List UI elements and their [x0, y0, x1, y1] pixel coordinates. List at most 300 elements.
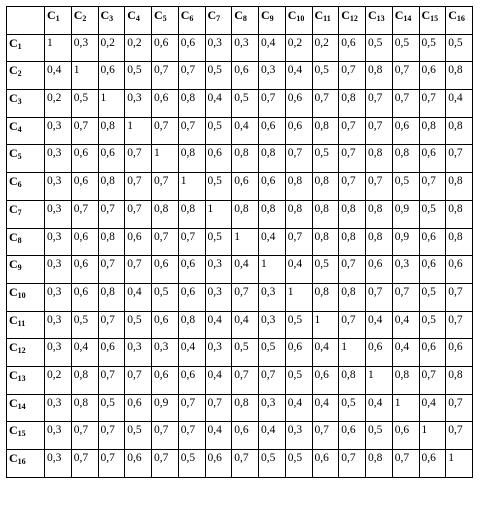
matrix-cell: 0,8: [178, 311, 205, 339]
table-row: [7, 117, 473, 145]
matrix-cell: 0,5: [366, 422, 393, 450]
matrix-cell: 0,7: [71, 117, 98, 145]
row-header: [7, 145, 45, 173]
matrix-cell: 0,4: [312, 339, 339, 367]
matrix-cell: 0,3: [205, 256, 232, 284]
column-header-subscript: 2: [82, 14, 87, 23]
matrix-cell: 0,3: [205, 283, 232, 311]
matrix-cell: 0,5: [205, 173, 232, 201]
matrix-cell: 0,4: [259, 422, 286, 450]
matrix-cell: 1: [392, 394, 419, 422]
matrix-cell: 0,8: [98, 283, 125, 311]
matrix-cell: 0,4: [125, 283, 152, 311]
matrix-cell: 0,8: [285, 173, 312, 201]
matrix-cell: 0,4: [392, 311, 419, 339]
matrix-cell: 0,7: [392, 90, 419, 118]
matrix-cell: 0,5: [125, 62, 152, 90]
row-header-subscript: 16: [17, 457, 26, 466]
matrix-cell: 0,6: [419, 450, 446, 478]
matrix-cell: 0,6: [71, 228, 98, 256]
matrix-cell: 0,6: [71, 283, 98, 311]
row-header-base: C: [9, 451, 18, 465]
matrix-cell: 0,6: [366, 256, 393, 284]
matrix-cell: 0,4: [312, 394, 339, 422]
matrix-cell: 1: [178, 173, 205, 201]
matrix-cell: 0,5: [285, 450, 312, 478]
matrix-cell: 0,4: [285, 62, 312, 90]
corner-cell: [7, 7, 45, 35]
column-header-subscript: 11: [323, 14, 331, 23]
matrix-cell: 0,6: [178, 34, 205, 62]
matrix-cell: 0,5: [285, 311, 312, 339]
matrix-cell: 0,4: [205, 311, 232, 339]
matrix-cell: 0,4: [285, 394, 312, 422]
matrix-cell: 0,2: [45, 366, 72, 394]
matrix-cell: 0,8: [366, 450, 393, 478]
matrix-cell: 0,6: [259, 117, 286, 145]
matrix-cell: 0,3: [205, 339, 232, 367]
column-header: [259, 7, 286, 35]
matrix-cell: 0,7: [339, 117, 366, 145]
matrix-cell: 0,5: [205, 117, 232, 145]
row-header-base: C: [9, 340, 18, 355]
matrix-cell: 0,3: [45, 200, 72, 228]
matrix-cell: 0,8: [152, 200, 179, 228]
matrix-cell: 0,7: [339, 450, 366, 478]
row-header-subscript: 11: [17, 318, 26, 328]
matrix-cell: 0,5: [392, 34, 419, 62]
table-row: [7, 366, 473, 394]
table-row: [7, 145, 473, 173]
row-header-subscript: 10: [17, 290, 26, 300]
matrix-cell: 0,8: [339, 283, 366, 311]
matrix-cell: 0,6: [98, 145, 125, 173]
matrix-cell: 0,7: [125, 200, 152, 228]
matrix-cell: 0,8: [312, 173, 339, 201]
matrix-body: [7, 34, 473, 477]
matrix-cell: 0,7: [98, 256, 125, 284]
matrix-cell: 0,3: [259, 62, 286, 90]
matrix-cell: 0,7: [339, 145, 366, 173]
matrix-cell: 0,3: [45, 173, 72, 201]
matrix-cell: 0,5: [419, 200, 446, 228]
matrix-cell: 0,7: [152, 450, 179, 478]
matrix-cell: 0,6: [312, 450, 339, 478]
row-header-subscript: 8: [17, 235, 22, 245]
matrix-cell: 0,6: [98, 339, 125, 367]
matrix-cell: 0,5: [71, 90, 98, 118]
row-header: [7, 311, 45, 339]
matrix-cell: 0,7: [366, 117, 393, 145]
matrix-cell: 0,7: [446, 283, 473, 311]
matrix-cell: 0,8: [446, 228, 473, 256]
row-header: [7, 200, 45, 228]
matrix-cell: 0,3: [45, 283, 72, 311]
matrix-cell: 0,8: [312, 283, 339, 311]
row-header-subscript: 7: [17, 207, 22, 217]
matrix-cell: 0,6: [152, 311, 179, 339]
matrix-cell: 0,6: [125, 394, 152, 422]
matrix-cell: 0,7: [419, 173, 446, 201]
matrix-cell: 1: [446, 450, 473, 478]
matrix-cell: 0,5: [125, 422, 152, 450]
matrix-cell: 0,8: [98, 228, 125, 256]
row-header: [7, 339, 45, 367]
matrix-cell: 0,8: [339, 366, 366, 394]
row-header: [7, 422, 45, 450]
matrix-cell: 0,3: [125, 339, 152, 367]
row-header: [7, 394, 45, 422]
matrix-cell: 0,6: [152, 90, 179, 118]
matrix-cell: 1: [419, 422, 446, 450]
row-header-subscript: 4: [17, 124, 22, 134]
matrix-cell: 1: [366, 366, 393, 394]
matrix-cell: 0,6: [259, 173, 286, 201]
table-row: [7, 34, 473, 62]
matrix-cell: 0,8: [71, 366, 98, 394]
matrix-cell: 0,6: [152, 366, 179, 394]
matrix-cell: 0,3: [45, 311, 72, 339]
matrix-cell: 0,7: [446, 422, 473, 450]
matrix-cell: 0,7: [232, 366, 259, 394]
matrix-cell: 0,5: [125, 311, 152, 339]
matrix-cell: 0,2: [125, 34, 152, 62]
matrix-cell: 0,7: [446, 311, 473, 339]
matrix-cell: 0,7: [339, 311, 366, 339]
matrix-cell: 0,7: [259, 90, 286, 118]
row-header-base: C: [9, 35, 18, 50]
matrix-cell: 0,8: [312, 228, 339, 256]
column-header-subscript: 15: [430, 14, 439, 23]
column-header-base: C: [421, 8, 431, 22]
matrix-cell: 0,3: [45, 228, 72, 256]
matrix-cell: 0,6: [419, 145, 446, 173]
matrix-cell: 0,8: [71, 394, 98, 422]
matrix-cell: 0,8: [259, 145, 286, 173]
matrix-cell: 0,6: [232, 173, 259, 201]
matrix-cell: 0,7: [98, 200, 125, 228]
matrix-cell: 0,6: [178, 283, 205, 311]
matrix-cell: 0,6: [366, 339, 393, 367]
column-header: [45, 7, 72, 35]
table-row: [7, 62, 473, 90]
row-header-subscript: 5: [17, 152, 22, 162]
column-header-base: C: [394, 8, 404, 22]
matrix-cell: 0,7: [152, 62, 179, 90]
matrix-cell: 0,8: [392, 145, 419, 173]
column-header-subscript: 16: [456, 14, 465, 23]
table-row: [7, 200, 473, 228]
matrix-cell: 0,8: [366, 145, 393, 173]
matrix-cell: 0,8: [446, 62, 473, 90]
row-header-subscript: 1: [17, 41, 22, 51]
matrix-cell: 0,8: [178, 145, 205, 173]
matrix-cell: 0,4: [205, 422, 232, 450]
column-header-base: C: [207, 8, 217, 22]
matrix-cell: 0,5: [232, 90, 259, 118]
matrix-cell: 0,4: [419, 394, 446, 422]
column-header: [419, 7, 446, 35]
matrix-cell: 1: [71, 62, 98, 90]
matrix-cell: 0,6: [71, 256, 98, 284]
matrix-cell: 0,6: [339, 422, 366, 450]
column-header-base: C: [73, 8, 83, 22]
matrix-cell: 0,7: [285, 145, 312, 173]
matrix-cell: 1: [232, 228, 259, 256]
matrix-cell: 0,7: [98, 422, 125, 450]
column-header-subscript: 12: [349, 14, 358, 23]
row-header-subscript: 9: [17, 263, 22, 273]
matrix-cell: 0,6: [205, 450, 232, 478]
row-header: [7, 283, 45, 311]
matrix-cell: 0,7: [366, 90, 393, 118]
matrix-cell: 1: [339, 339, 366, 367]
column-header-base: C: [448, 8, 457, 22]
matrix-cell: 0,7: [339, 62, 366, 90]
matrix-cell: 0,4: [45, 62, 72, 90]
matrix-cell: 0,7: [178, 117, 205, 145]
matrix-cell: 0,6: [125, 228, 152, 256]
row-header-base: C: [9, 423, 18, 438]
matrix-cell: 0,5: [392, 173, 419, 201]
column-header-subscript: 10: [296, 14, 305, 23]
column-header-subscript: 7: [216, 14, 221, 23]
matrix-cell: 1: [125, 117, 152, 145]
matrix-cell: 0,7: [98, 311, 125, 339]
matrix-cell: 0,3: [232, 34, 259, 62]
table-row: [7, 228, 473, 256]
matrix-cell: 0,3: [45, 422, 72, 450]
matrix-cell: 0,7: [152, 173, 179, 201]
matrix-cell: 0,7: [312, 90, 339, 118]
matrix-cell: 0,8: [419, 117, 446, 145]
matrix-cell: 0,7: [152, 228, 179, 256]
matrix-cell: 0,6: [71, 145, 98, 173]
matrix-cell: 0,8: [232, 145, 259, 173]
row-header: [7, 228, 45, 256]
row-header: [7, 62, 45, 90]
matrix-cell: 0,6: [285, 90, 312, 118]
matrix-cell: 0,7: [98, 366, 125, 394]
row-header-base: C: [9, 284, 18, 299]
matrix-cell: 0,9: [392, 228, 419, 256]
column-header-subscript: 13: [376, 14, 385, 23]
matrix-cell: 0,5: [259, 450, 286, 478]
matrix-cell: 0,7: [178, 394, 205, 422]
matrix-cell: 0,5: [285, 366, 312, 394]
matrix-cell: 0,4: [232, 117, 259, 145]
matrix-cell: 0,7: [71, 450, 98, 478]
table-row: [7, 422, 473, 450]
matrix-cell: 0,6: [71, 173, 98, 201]
matrix-cell: 0,6: [312, 366, 339, 394]
column-header-base: C: [154, 8, 163, 22]
matrix-cell: 0,7: [392, 450, 419, 478]
matrix-cell: 0,7: [232, 283, 259, 311]
row-header-base: C: [9, 174, 18, 189]
matrix-cell: 0,8: [285, 200, 312, 228]
row-header: [7, 173, 45, 201]
matrix-cell: 0,7: [125, 256, 152, 284]
matrix-cell: 0,5: [98, 394, 125, 422]
matrix-cell: 0,8: [446, 200, 473, 228]
matrix-cell: 0,5: [312, 256, 339, 284]
matrix-cell: 0,3: [259, 283, 286, 311]
row-header-base: C: [9, 201, 18, 216]
matrix-cell: 0,6: [152, 34, 179, 62]
matrix-cell: 0,7: [178, 422, 205, 450]
matrix-cell: 0,7: [419, 366, 446, 394]
row-header-base: C: [9, 312, 18, 327]
column-header-base: C: [314, 8, 324, 22]
matrix-cell: 0,3: [45, 117, 72, 145]
matrix-cell: 0,8: [339, 90, 366, 118]
matrix-cell: 0,5: [205, 62, 232, 90]
matrix-cell: 0,3: [259, 394, 286, 422]
matrix-cell: 0,8: [392, 366, 419, 394]
column-header: [178, 7, 205, 35]
row-header-subscript: 15: [17, 429, 26, 439]
matrix-cell: 0,7: [392, 283, 419, 311]
matrix-cell: 0,7: [366, 283, 393, 311]
matrix-cell: 0,8: [178, 90, 205, 118]
matrix-cell: 0,4: [71, 339, 98, 367]
matrix-cell: 0,4: [259, 228, 286, 256]
matrix-cell: 0,4: [285, 256, 312, 284]
row-header: [7, 117, 45, 145]
matrix-cell: 0,3: [125, 90, 152, 118]
matrix-cell: 1: [152, 145, 179, 173]
matrix-cell: 0,6: [285, 339, 312, 367]
matrix-cell: 0,8: [339, 200, 366, 228]
matrix-cell: 0,4: [366, 311, 393, 339]
matrix-cell: 0,5: [259, 339, 286, 367]
column-header: [285, 7, 312, 35]
matrix-cell: 0,3: [45, 394, 72, 422]
row-header-base: C: [9, 367, 18, 382]
matrix-cell: 0,5: [232, 339, 259, 367]
matrix-cell: 0,7: [339, 173, 366, 201]
matrix-cell: 0,5: [419, 34, 446, 62]
matrix-cell: 0,5: [178, 450, 205, 478]
column-header-base: C: [261, 8, 270, 22]
matrix-cell: 0,3: [152, 339, 179, 367]
table-row: [7, 311, 473, 339]
matrix-cell: 0,4: [232, 256, 259, 284]
matrix-cell: 0,7: [71, 422, 98, 450]
column-header: [152, 7, 179, 35]
matrix-cell: 0,3: [45, 145, 72, 173]
matrix-cell: 0,3: [45, 450, 72, 478]
table-row: [7, 283, 473, 311]
matrix-cell: 0,8: [232, 200, 259, 228]
table-row: [7, 256, 473, 284]
table-row: [7, 394, 473, 422]
matrix-cell: 0,6: [178, 256, 205, 284]
column-header-subscript: 14: [403, 14, 412, 23]
matrix-cell: 0,6: [419, 62, 446, 90]
matrix-cell: 0,5: [446, 34, 473, 62]
matrix-cell: 0,8: [339, 228, 366, 256]
row-header-subscript: 14: [17, 401, 26, 411]
matrix-cell: 0,4: [259, 34, 286, 62]
matrix-cell: 0,4: [392, 339, 419, 367]
matrix-cell: 0,8: [446, 366, 473, 394]
row-header-subscript: 12: [17, 346, 26, 356]
matrix-cell: 0,5: [419, 311, 446, 339]
matrix-cell: 1: [285, 283, 312, 311]
row-header: [7, 34, 45, 62]
matrix-cell: 0,4: [366, 394, 393, 422]
matrix-cell: 0,7: [178, 228, 205, 256]
matrix-cell: 0,8: [178, 200, 205, 228]
matrix-cell: 0,7: [71, 200, 98, 228]
matrix-cell: 0,9: [152, 394, 179, 422]
column-header: [232, 7, 259, 35]
matrix-cell: 0,8: [98, 173, 125, 201]
correlation-matrix-table: [6, 6, 473, 478]
matrix-cell: 0,4: [178, 339, 205, 367]
matrix-cell: 0,5: [366, 34, 393, 62]
matrix-cell: 0,7: [259, 366, 286, 394]
matrix-cell: 0,6: [205, 145, 232, 173]
matrix-cell: 0,5: [205, 228, 232, 256]
matrix-cell: 0,6: [419, 339, 446, 367]
matrix-cell: 0,5: [312, 62, 339, 90]
matrix-cell: 1: [205, 200, 232, 228]
matrix-cell: 0,7: [232, 450, 259, 478]
matrix-cell: 0,7: [178, 62, 205, 90]
column-header-base: C: [341, 8, 350, 22]
row-header-subscript: 2: [17, 69, 22, 79]
row-header-base: C: [9, 118, 18, 133]
column-header-subscript: 8: [242, 14, 247, 23]
matrix-cell: 0,8: [312, 200, 339, 228]
row-header-subscript: 13: [17, 373, 26, 383]
column-header-subscript: 4: [135, 14, 140, 23]
table-row: [7, 450, 473, 478]
matrix-cell: 0,7: [312, 422, 339, 450]
matrix-cell: 0,6: [446, 339, 473, 367]
column-header-subscript: 5: [162, 14, 167, 23]
matrix-cell: 0,8: [366, 200, 393, 228]
row-header: [7, 450, 45, 478]
column-header: [446, 7, 473, 35]
matrix-cell: 0,7: [125, 366, 152, 394]
row-header: [7, 90, 45, 118]
matrix-cell: 0,6: [446, 256, 473, 284]
matrix-cell: 0,2: [312, 34, 339, 62]
matrix-cell: 0,6: [178, 366, 205, 394]
row-header: [7, 256, 45, 284]
matrix-cell: 0,7: [152, 422, 179, 450]
column-header-base: C: [100, 8, 110, 22]
matrix-cell: 0,5: [339, 394, 366, 422]
column-header-base: C: [234, 8, 243, 22]
matrix-cell: 0,6: [152, 256, 179, 284]
column-header-base: C: [127, 8, 136, 22]
matrix-cell: 1: [45, 34, 72, 62]
column-header: [392, 7, 419, 35]
matrix-cell: 0,6: [419, 256, 446, 284]
matrix-cell: 0,4: [205, 90, 232, 118]
matrix-cell: 0,4: [446, 90, 473, 118]
column-header-base: C: [180, 8, 190, 22]
matrix-cell: 0,7: [339, 256, 366, 284]
header-row: [7, 7, 473, 35]
matrix-cell: 0,2: [45, 90, 72, 118]
matrix-cell: 1: [259, 256, 286, 284]
